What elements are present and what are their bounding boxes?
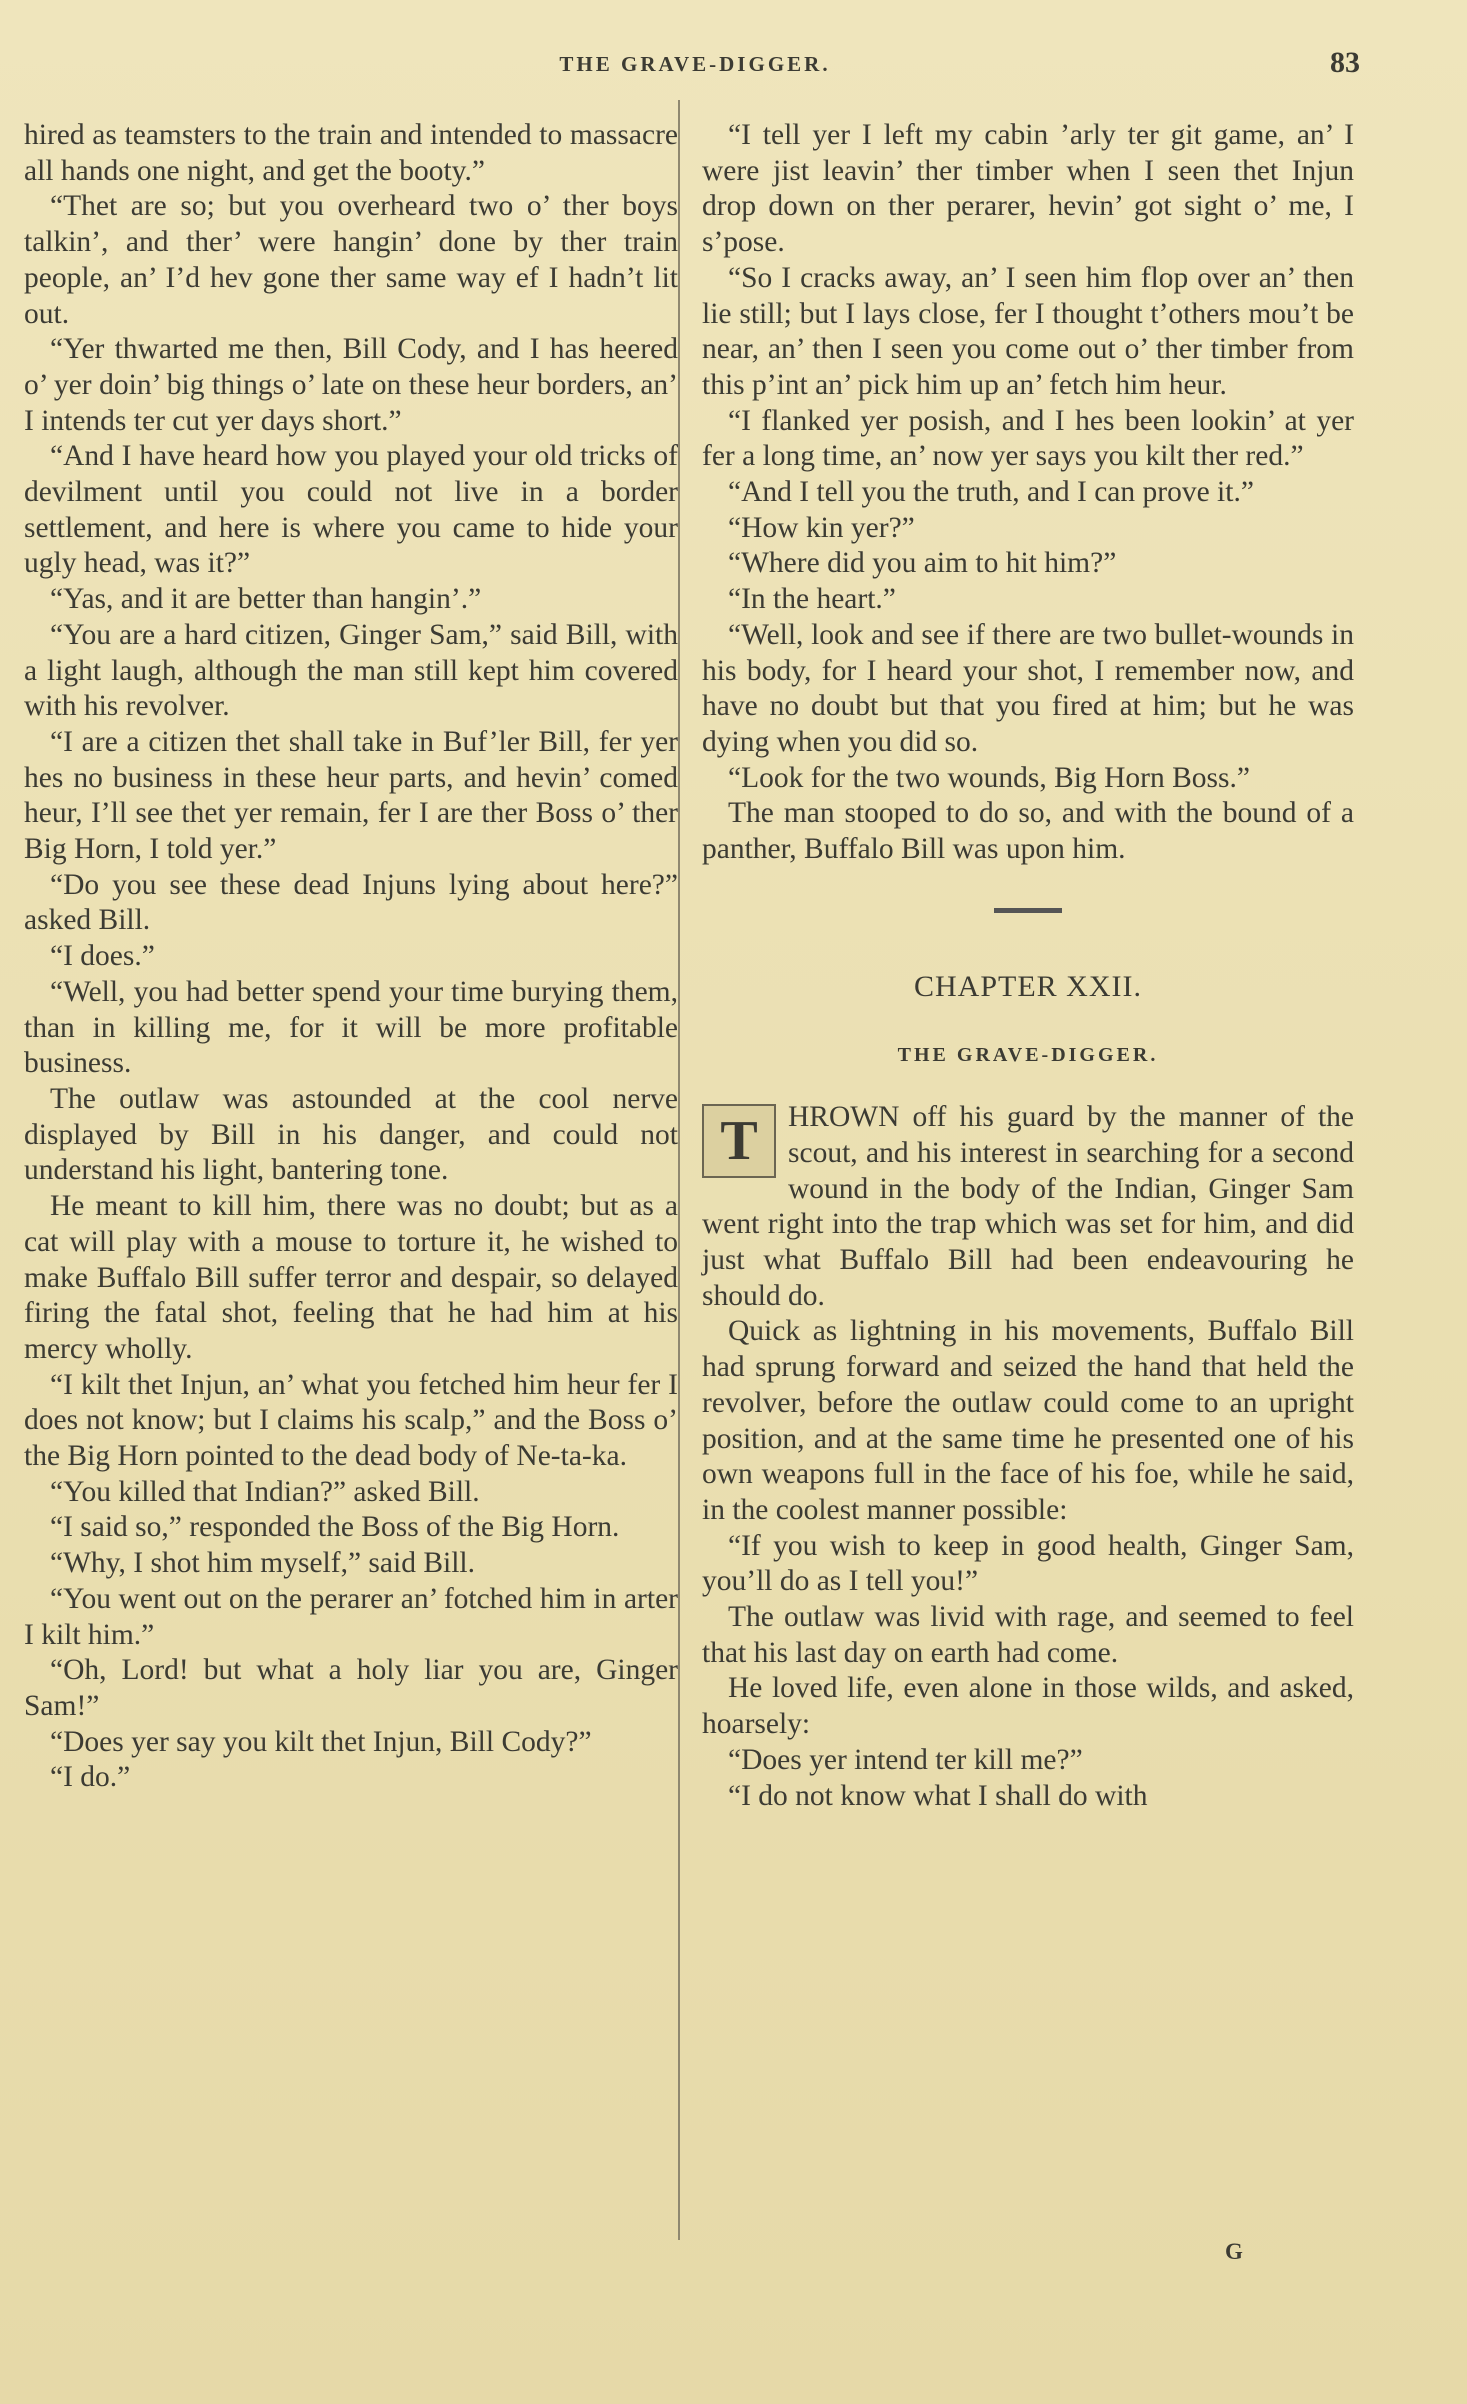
column-divider (678, 100, 680, 2240)
paragraph: The outlaw was livid with rage, and seemed to feel that his last day on earth had come. (702, 1601, 1354, 1669)
paragraph: He loved life, even alone in those wilds, and asked, hoarsely: (702, 1672, 1354, 1741)
paragraph: Quick as lightning in his movements, Buffalo Bill had sprung forward and seized the hand that held the revolver, before the outlaw could come to an upright position, and at the same time he presented one of his own weapons full in the face of his foe, while he said, in the coolest manner possible: (702, 1315, 1354, 1526)
page-header (30, 46, 1360, 92)
paragraph: The outlaw was astounded at the cool nerve displayed by Bill in his danger, and could not understand his light, bantering tone. (24, 1082, 678, 1187)
paragraph: “You are a hard citizen, Ginger Sam,” said Bill, with a light laugh, although the man still kept him covered with his revolver. (24, 618, 678, 723)
paragraph: “You went out on the perarer an’ fotched him in arter I kilt him.” (24, 1582, 678, 1651)
paragraph: “I do.” (50, 1761, 131, 1794)
chapter-opening-paragraph (702, 1100, 1354, 1314)
paragraph: “Yer thwarted me then, Bill Cody, and I has heered o’ yer doin’ big things o’ late on these heur borders, an’ I intends ter cut yer days short.” (24, 333, 678, 437)
right-column (702, 118, 1354, 1814)
paragraph: “I are a citizen thet shall take in Buf’ler Bill, fer yer hes no business in these heur parts, and hevin’ comed heur, I’ll see thet yer remain, fer I are ther Boss o’ ther Big Horn, I told yer.” (24, 725, 678, 866)
paragraph: He meant to kill him, there was no doubt; but as a cat will play with a mouse to torture it, he wished to make Buffalo Bill suffer terror and despair, so delayed firing the fatal shot, feeling that he had him at his mercy wholly. (24, 1190, 678, 1365)
section-divider (994, 908, 1062, 913)
paragraph: “Well, you had better spend your time burying them, than in killing me, for it will be more profitable business. (24, 975, 678, 1080)
signature-mark: G (1225, 2239, 1243, 2264)
paragraph: “I do not know what I shall do with (728, 1779, 1148, 1812)
paragraph: “Thet are so; but you overheard two o’ ther boys talkin’, and ther’ were hangin’ done by ther train people, an’ I’d hev gone ther same way ef I hadn’t lit out. (24, 190, 678, 330)
paragraph: “So I cracks away, an’ I seen him flop over an’ then lie still; but I lays close, fer I thought t’others mou’t be near, an’ then I seen you come out o’ ther timber from this p’int an’ pick him up an’ fetch him heur. (702, 261, 1354, 401)
paragraph: “Look for the two wounds, Big Horn Boss.” (728, 761, 1250, 794)
paragraph: “Oh, Lord! but what a holy liar you are, Ginger Sam!” (24, 1654, 678, 1722)
chapter-subtitle: THE GRAVE-DIGGER. (897, 1044, 1159, 1067)
running-title: THE GRAVE-DIGGER. (559, 52, 831, 76)
paragraph: “I said so,” responded the Boss of the Big Horn. (50, 1511, 620, 1544)
paragraph: “Well, look and see if there are two bullet-wounds in his body, for I heard your shot, I remember now, and have no doubt but that you fired at him; but he was dying when you did so. (702, 618, 1354, 758)
opening-text: HROWN off his guard by the manner of the scout, and his interest in searching for a second wound in the body of the Indian, Ginger Sam went right into the trap which was set for him, and did just what Buffalo Bill had been endeavouring he should do. (702, 1101, 1354, 1312)
paragraph: “How kin yer?” (728, 511, 915, 544)
paragraph: “I tell yer I left my cabin ’arly ter git game, an’ I were jist leavin’ ther timber when I seen thet Injun drop down on ther perarer, hevin’ got sight o’ me, I s’pose. (702, 119, 1354, 259)
paragraph: “If you wish to keep in good health, Ginger Sam, you’ll do as I tell you!” (702, 1529, 1354, 1598)
paragraph: hired as teamsters to the train and intended to massacre all hands one night, and get the booty.” (24, 119, 678, 187)
paragraph: “Yas, and it are better than hangin’.” (50, 583, 482, 616)
left-column (24, 118, 678, 1796)
page-number: 83 (1330, 46, 1360, 79)
paragraph: “I kilt thet Injun, an’ what you fetched him heur fer I does not know; but I claims his scalp,” and the Boss o’ the Big Horn pointed to the dead body of Ne-ta-ka. (24, 1368, 678, 1473)
paragraph: “And I tell you the truth, and I can prove it.” (728, 476, 1254, 509)
paragraph: “Why, I shot him myself,” said Bill. (50, 1547, 475, 1580)
drop-cap-initial: T (702, 1104, 776, 1178)
paragraph: “You killed that Indian?” asked Bill. (50, 1475, 480, 1508)
paragraph: “In the heart.” (728, 583, 896, 616)
paragraph: “And I have heard how you played your old tricks of devilment until you could not live in a border settlement, and here is where you came to hide your ugly head, was it?” (24, 440, 678, 580)
paragraph: “Does yer intend ter kill me?” (728, 1743, 1083, 1776)
paragraph: “Do you see these dead Injuns lying about here?” asked Bill. (24, 868, 678, 937)
chapter-title: CHAPTER XXII. (914, 969, 1142, 1003)
paragraph: “Where did you aim to hit him?” (728, 547, 1117, 580)
paragraph: The man stooped to do so, and with the bound of a panther, Buffalo Bill was upon him. (702, 797, 1354, 866)
paragraph: “I flanked yer posish, and I hes been lookin’ at yer fer a long time, an’ now yer says you kilt ther red.” (702, 404, 1354, 473)
paragraph: “I does.” (50, 940, 155, 973)
paragraph: “Does yer say you kilt thet Injun, Bill Cody?” (50, 1725, 592, 1758)
